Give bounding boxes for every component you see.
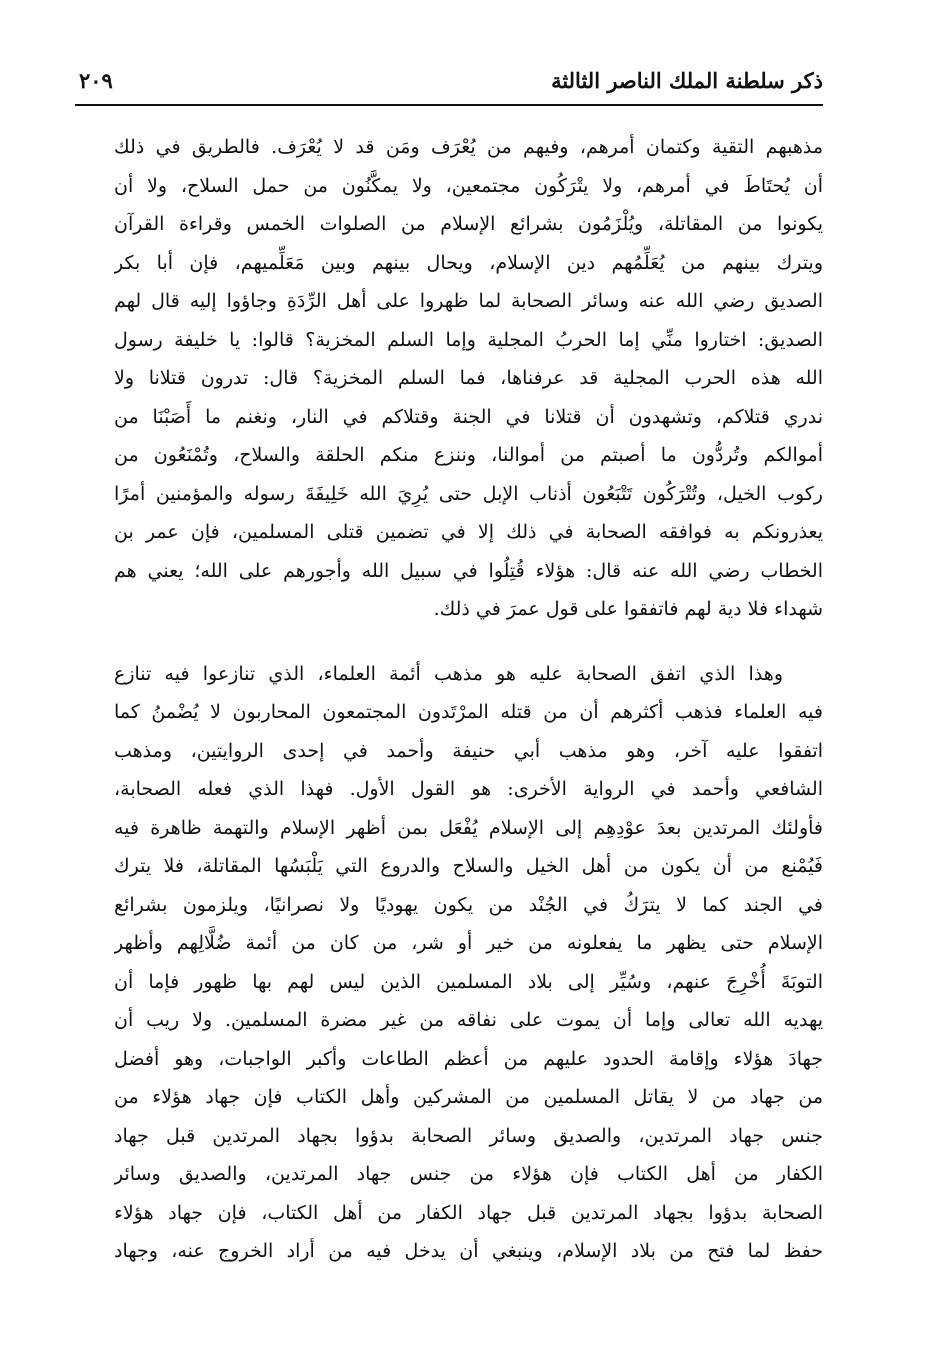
text-line: الشافعي وأحمد في الرواية الأخرى: هو القول الأول. فهذا الذي فعله الصحابة، [114,778,823,800]
text-line: فأولئك المرتدين بعدَ عوْدِهِم إلى الإسلام يُفْعَل بمن أظهر الإسلام والتهمة ظاهرة فيه [114,816,823,839]
text-line: شهداء فلا دية لهم فاتفقوا على قول عمرَ في ذلك. [433,598,823,620]
text-line: يعذرونكم به فوافقه الصحابة في ذلك إلا في تضمين قتلى المسلمين، فإن عمر بن [114,521,823,543]
text-line: حفظ لما فتح من بلاد الإسلام، وينبغي أن يدخل فيه من أراد الخروج عنه، وجهاد [114,1240,823,1262]
text-line: أموالكم وتُردُّون ما أصبتم من أموالنا، وننزع منكم الحلقة والسلاح، وتُمْنَعُون من [114,444,823,466]
text-line: وهذا الذي اتفق الصحابة عليه هو مذهب أئمة العلماء، الذي تنازعوا فيه تنازع [114,662,783,685]
text-line: الخطاب رضي الله عنه قال: هؤلاء قُتِلُوا في سبيل الله وأجورهم على الله؛ يعني هم [114,559,823,582]
text-line: فيه العلماء فذهب أكثرهم أن من قتله المرْتَدون المجتمعون المحاربون لا يُضْمنُ كما [114,701,823,723]
paragraph-2 [114,655,823,1271]
text-line: الكفار من أهل الكتاب فإن هؤلاء من جنس جهاد المرتدين، والصديق وسائر [114,1163,823,1185]
text-line: أن يُحتَاطَ في أمرهم، ولا يتْرَكُون مجتمعين، ولا يمكَّنُون من حمل السلاح، ولا أن [114,174,823,197]
paragraph-1 [114,128,823,629]
text-line: جهادَ هؤلاء وإقامة الحدود عليهم من أعظم الطاعات وأكبر الواجبات، وهو أفضل [114,1047,823,1070]
text-line: الصحابة بدؤوا بجهاد المرتدين قبل جهاد الكفار من أهل الكتاب، فإن جهاد هؤلاء [114,1201,823,1224]
text-line: الإسلام حتى يظهر ما يفعلونه من خير أو شر، من كان من أئمة ضُلَّالِهم وأظهر [114,932,823,954]
text-line: من جهاد من لا يقاتل المسلمين من المشركين وأهل الكتاب فإن جهاد هؤلاء من [114,1086,823,1108]
text-line: يكونوا من المقاتلة، ويُلْزَمُون بشرائع الإسلام من الصلوات الخمس وقراءة القرآن [114,213,823,235]
text-line: فَيُمْنع من أن يكون من أهل الخيل والسلاح والدروع التي يَلْبَسُها المقاتلة، فلا يترك [114,855,823,877]
running-header [75,64,823,106]
text-line: يهديه الله تعالى وإما أن يموت على نفاقه من غير مضرة المسلمين. ولا ريب أن [114,1009,823,1031]
page-body [114,128,823,1271]
text-line: في الجند كما لا يترَكُ في الجُنْد من يكون يهوديًا ولا نصرانيًا، ويلزمون بشرائع [114,893,823,916]
chapter-title: ذكر سلطنة الملك الناصر الثالثة [551,68,823,93]
text-line: مذهبهم التقية وكتمان أمرهم، وفيهم من يُعْرَف ومَن قد لا يُعْرَف. فالطريق في ذلك [114,136,823,158]
text-line: جنس جهاد المرتدين، والصديق وسائر الصحابة بدؤوا بجهاد المرتدين قبل جهاد [114,1124,823,1147]
text-line: الصديق: اختاروا منِّي إما الحربُ المجلية وإما السلم المخزية؟ قالوا: يا خليفة رسول [114,328,823,351]
text-line: ويترك بينهم من يُعَلِّمُهم دين الإسلام، ويحال بينهم وبين مَعَلِّميهم، فإن أبا بكر [114,251,823,274]
text-line: ندري قتلاكم، وتشهدون أن قتلانا في الجنة وقتلاكم في النار، ونغنم ما أَصَبْنَا من [114,405,823,428]
text-line: الله هذه الحرب المجلية قد عرفناها، فما السلم المخزية؟ قال: تدرون قتلانا ولا [114,367,823,389]
paragraph-gap [114,629,823,655]
text-line: ركوب الخيل، وتُتْرَكُون تَتْبَعُون أذناب الإبل حتى يُرِيَ الله خَلِيفَةَ رسوله والمؤمنين أمرًا [114,482,823,505]
text-line: التوبَةَ أُخْرِجَ عنهم، وسُيِّر إلى بلاد المسلمين الذين ليس لهم بها ظهور فإما أن [114,970,823,993]
text-line: اتفقوا عليه آخر، وهو مذهب أبي حنيفة وأحمد في إحدى الروايتين، ومذهب [114,739,823,762]
page-number: ٢٠٩ [79,68,113,93]
text-line: الصديق رضي الله عنه وسائر الصحابة لما ظهروا على أهل الرِّدَةِ وجاؤوا إليه قال لهم [114,290,823,312]
